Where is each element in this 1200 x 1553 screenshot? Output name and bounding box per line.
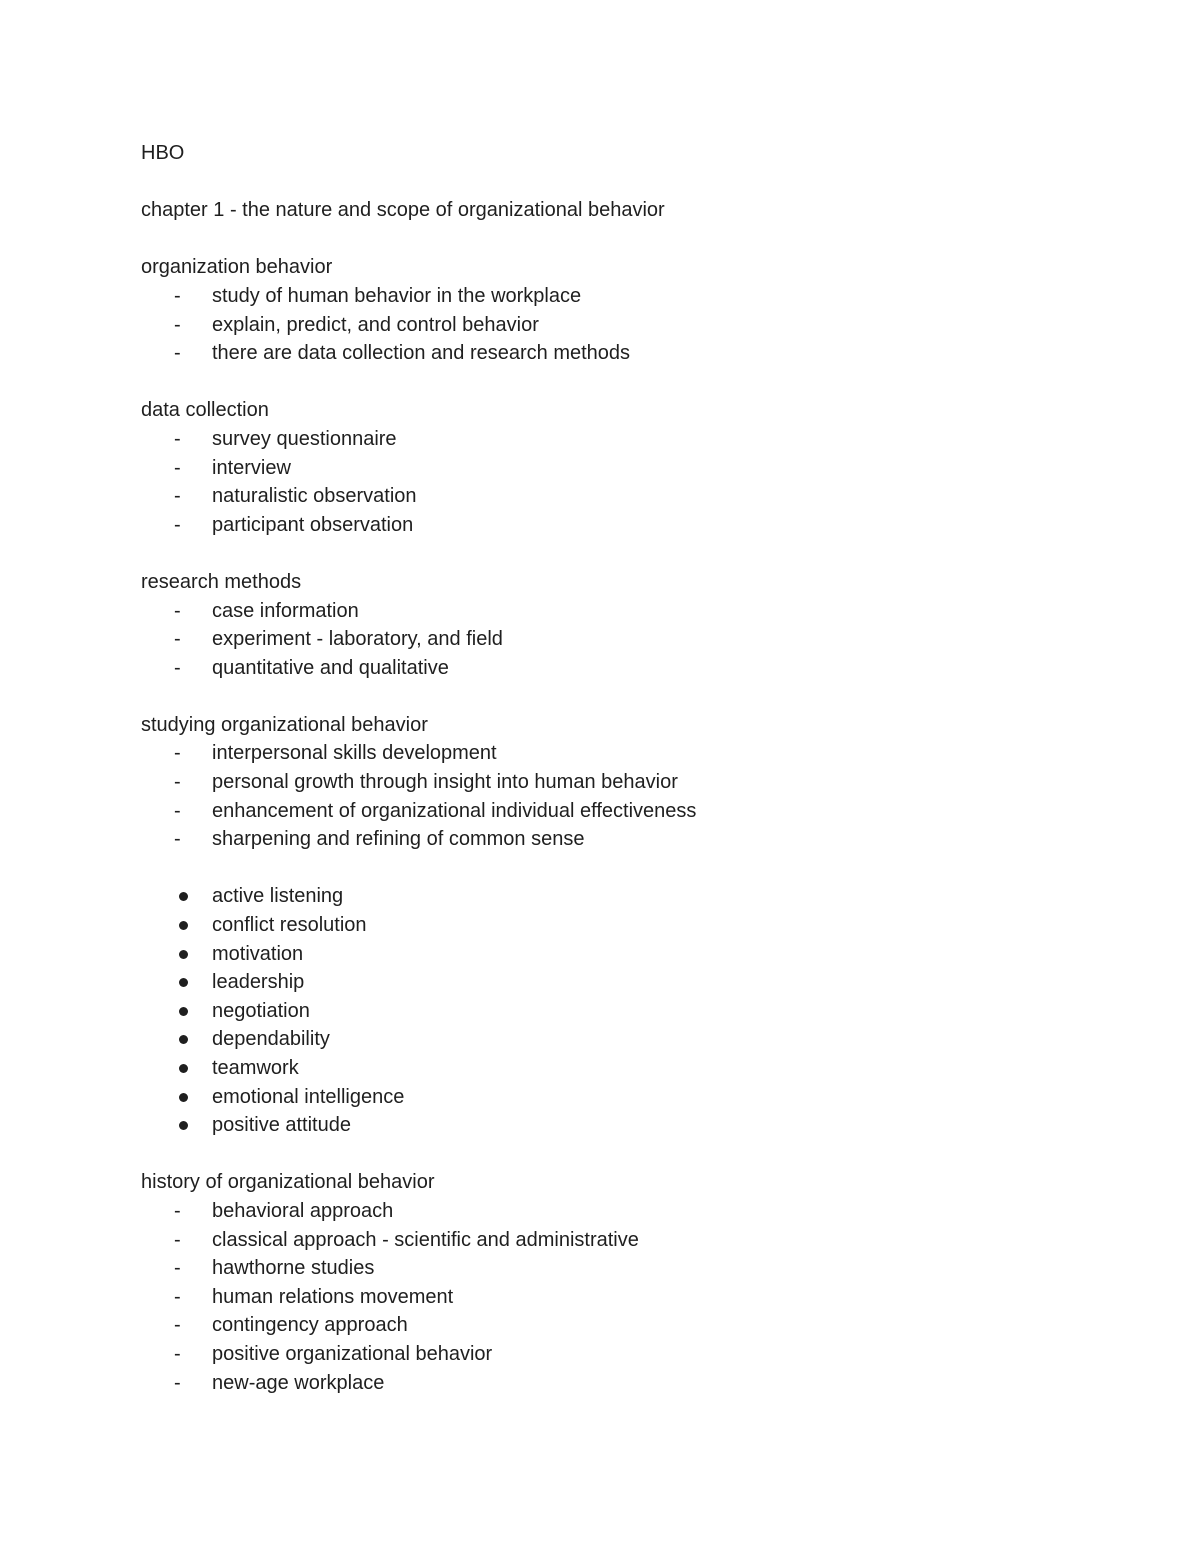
list-item (141, 968, 1101, 997)
notes-section (141, 396, 1101, 568)
list-item-text: naturalistic observation (212, 485, 417, 508)
list-item (141, 625, 1101, 654)
list-item-text: active listening (212, 885, 344, 908)
dash-list (141, 282, 1101, 368)
list-item-text: case information (212, 599, 359, 622)
list-item-text: participant observation (212, 513, 414, 536)
spacer (141, 539, 1101, 568)
list-item (141, 1254, 1101, 1283)
dash-marker: - (174, 628, 181, 651)
dash-marker: - (174, 599, 181, 622)
spacer (141, 1140, 1101, 1169)
list-item-text: hawthorne studies (212, 1257, 375, 1280)
dash-marker: - (174, 828, 181, 851)
bullet-dot-icon (179, 892, 188, 901)
document-page (141, 139, 1101, 1397)
list-item-text: there are data collection and research methods (212, 342, 631, 365)
dash-marker: - (174, 456, 181, 479)
list-item (141, 997, 1101, 1026)
dash-marker: - (174, 799, 181, 822)
list-item (141, 282, 1101, 311)
list-item-text: positive attitude (212, 1114, 351, 1137)
section-heading: history of organizational behavior (141, 1171, 435, 1194)
notes-sections (141, 253, 1101, 1397)
section-heading: organization behavior (141, 256, 333, 279)
spacer (141, 168, 1101, 197)
list-item (141, 825, 1101, 854)
bullet-dot-icon (179, 1093, 188, 1102)
list-item-text: personal growth through insight into human behavior (212, 771, 678, 794)
spacer (141, 225, 1101, 254)
dash-list (141, 1197, 1101, 1397)
list-item (141, 797, 1101, 826)
list-item (141, 940, 1101, 969)
dash-marker: - (174, 1257, 181, 1280)
list-item-text: behavioral approach (212, 1199, 394, 1222)
list-item-text: teamwork (212, 1057, 299, 1079)
list-item-text: study of human behavior in the workplace (212, 284, 582, 307)
bullet-dot-icon (179, 921, 188, 930)
list-item (141, 1197, 1101, 1226)
list-item-text: positive organizational behavior (212, 1342, 493, 1365)
notes-section (141, 253, 1101, 396)
dash-marker: - (174, 284, 181, 307)
list-item (141, 597, 1101, 626)
list-item-text: interview (212, 456, 291, 479)
list-item-text: sharpening and refining of common sense (212, 828, 585, 851)
dash-marker: - (174, 656, 181, 679)
section-heading: research methods (141, 570, 302, 593)
list-item-text: human relations movement (212, 1285, 454, 1308)
list-item (141, 768, 1101, 797)
notes-section (141, 882, 1101, 1168)
spacer (141, 682, 1101, 711)
dash-marker: - (174, 1285, 181, 1308)
dash-marker: - (174, 313, 181, 336)
list-item-text: emotional intelligence (212, 1085, 405, 1108)
list-item-text: negotiation (212, 999, 310, 1022)
list-item (141, 911, 1101, 940)
dash-marker: - (174, 1199, 181, 1222)
dash-marker: - (174, 427, 181, 450)
list-item (141, 654, 1101, 683)
notes-section (141, 711, 1101, 883)
dash-list (141, 739, 1101, 853)
list-item-text: explain, predict, and control behavior (212, 313, 539, 336)
list-item-text: enhancement of organizational individual effectiveness (212, 799, 697, 822)
bullet-dot-icon (179, 1064, 188, 1073)
dash-marker: - (174, 485, 181, 508)
spacer (141, 368, 1101, 397)
list-item-text: new-age workplace (212, 1371, 385, 1394)
dash-marker: - (174, 1228, 181, 1251)
list-item (141, 1311, 1101, 1340)
list-item (141, 454, 1101, 483)
list-item (141, 1340, 1101, 1369)
list-item-text: survey questionnaire (212, 427, 397, 450)
list-item (141, 1111, 1101, 1140)
list-item-text: motivation (212, 942, 304, 965)
list-item-text: leadership (212, 971, 305, 994)
bullet-dot-icon (179, 950, 188, 959)
bullet-dot-icon (179, 1121, 188, 1130)
notes-section (141, 568, 1101, 711)
list-item-text: conflict resolution (212, 914, 367, 937)
list-item (141, 882, 1101, 911)
list-item (141, 511, 1101, 540)
section-heading: data collection (141, 399, 269, 422)
list-item-text: contingency approach (212, 1314, 408, 1337)
dash-marker: - (174, 742, 181, 765)
list-item (141, 339, 1101, 368)
dash-marker: - (174, 771, 181, 794)
list-item-text: experiment - laboratory, and field (212, 628, 503, 651)
bullet-dot-icon (179, 1035, 188, 1044)
dash-marker: - (174, 1342, 181, 1365)
list-item (141, 1226, 1101, 1255)
list-item (141, 739, 1101, 768)
dash-marker: - (174, 1314, 181, 1337)
chapter-heading: chapter 1 - the nature and scope of organizational behavior (141, 199, 665, 222)
dash-marker: - (174, 513, 181, 536)
list-item-text: interpersonal skills development (212, 742, 497, 765)
spacer (141, 854, 1101, 883)
list-item (141, 1025, 1101, 1054)
list-item (141, 1283, 1101, 1312)
dash-list (141, 597, 1101, 683)
notes-section (141, 1168, 1101, 1397)
list-item (141, 311, 1101, 340)
list-item-text: dependability (212, 1028, 330, 1051)
section-heading: studying organizational behavior (141, 713, 428, 736)
bullet-dot-icon (179, 1007, 188, 1016)
list-item (141, 1369, 1101, 1398)
list-item (141, 1083, 1101, 1112)
dash-marker: - (174, 1371, 181, 1394)
list-item (141, 482, 1101, 511)
list-item (141, 1054, 1101, 1083)
bullet-list (141, 882, 1101, 1139)
dash-marker: - (174, 342, 181, 365)
dash-list (141, 425, 1101, 539)
list-item (141, 425, 1101, 454)
list-item-text: quantitative and qualitative (212, 656, 449, 679)
bullet-dot-icon (179, 978, 188, 987)
list-item-text: classical approach - scientific and administrative (212, 1228, 639, 1251)
document-title: HBO (141, 142, 185, 164)
